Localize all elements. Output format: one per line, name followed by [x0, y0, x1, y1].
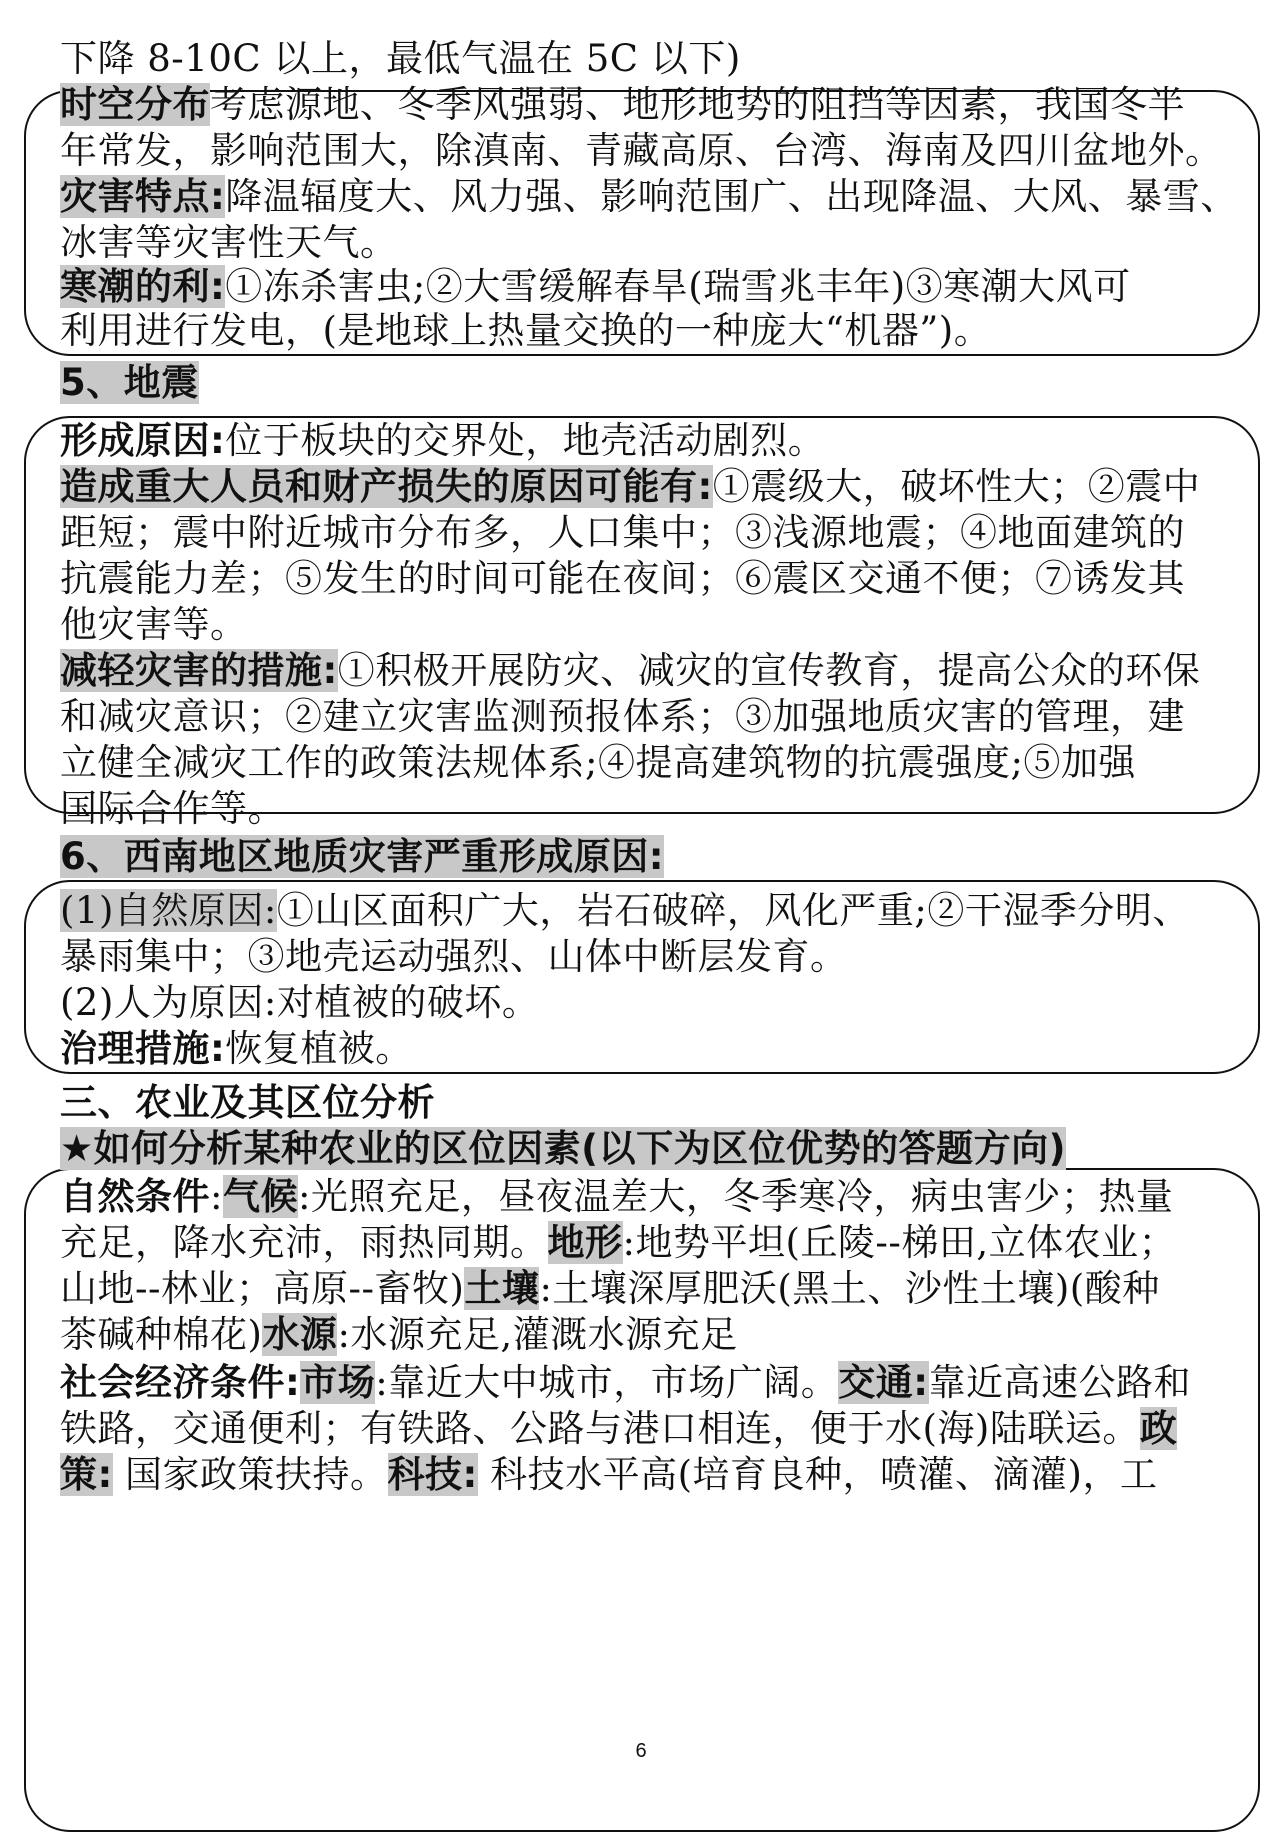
text: 国家政策扶持。: [112, 1453, 388, 1496]
text: :靠近大中城市，市场广阔。: [375, 1361, 839, 1404]
label-natural-conditions: 自然条件: [60, 1175, 210, 1218]
agriculture-subheading: [60, 1124, 1066, 1174]
quake-line-9: 国际合作等。: [60, 787, 285, 830]
agri-line-7: [60, 1450, 1158, 1500]
text: 恢复植被。: [225, 1027, 413, 1070]
quake-line-6: [60, 646, 1200, 696]
coldwave-line-6: 利用进行发电，(是地球上热量交换的一种庞大“机器”)。: [60, 309, 992, 352]
coldwave-line-5: [60, 262, 1131, 312]
agri-line-2: [60, 1218, 1176, 1268]
coldwave-line-1: [60, 80, 1185, 130]
label-distribution: 时空分布: [60, 83, 210, 126]
agri-line-6: [60, 1404, 1177, 1454]
text: ①冻杀害虫;②大雪缓解春旱(瑞雪兆丰年)③寒潮大风可: [225, 265, 1131, 308]
coldwave-line-3: [60, 172, 1238, 222]
text: 位于板块的交界处，地壳活动剧烈。: [225, 419, 826, 462]
label-natural: (1)自然原因:: [60, 889, 277, 932]
text: 铁路，交通便利；有铁路、公路与港口相连，便于水(海)陆联运。: [60, 1407, 1140, 1450]
label-policy-end: 策:: [60, 1453, 113, 1496]
label-human: (2)人为原因:: [60, 981, 277, 1024]
quake-line-8: 立健全减灾工作的政策法规体系;④提高建筑物的抗震强度;⑤加强: [60, 741, 1136, 784]
agri-line-4: [60, 1310, 738, 1360]
label-policy-start: 政: [1139, 1407, 1178, 1450]
quake-line-1: [60, 416, 825, 466]
text: :: [210, 1175, 223, 1218]
coldwave-line-2: 年常发，影响范围大，除滇南、青藏高原、台湾、海南及四川盆地外。: [60, 129, 1223, 172]
quake-line-3: 距短；震中附近城市分布多，人口集中；③浅源地震；④地面建筑的: [60, 511, 1185, 554]
label-market: 市场: [300, 1361, 376, 1404]
southwest-line-3: [60, 978, 539, 1028]
text: 考虑源地、冬季风强弱、地形地势的阻挡等因素，我国冬半: [210, 83, 1185, 126]
text: :地势平坦(丘陵--梯田,立体农业；: [622, 1221, 1177, 1264]
label-mitigation: 减轻灾害的措施:: [60, 649, 338, 692]
heading-text: 6、西南地区地质灾害严重形成原因:: [60, 835, 665, 878]
label-features: 灾害特点:: [60, 175, 226, 218]
text: 对植被的破坏。: [276, 981, 540, 1024]
label-socioeconomic: 社会经济条件:: [60, 1361, 301, 1404]
text: :光照充足，昼夜温差大，冬季寒冷，病虫害少；热量: [297, 1175, 1174, 1218]
quake-line-4: 抗震能力差；⑤发生的时间可能在夜间；⑥震区交通不便；⑦诱发其: [60, 557, 1185, 600]
agri-line-5: [60, 1358, 1191, 1408]
southwest-line-4: [60, 1024, 413, 1074]
text: 靠近高速公路和: [928, 1361, 1192, 1404]
quake-line-2: [60, 462, 1200, 512]
text: 充足，降水充沛，雨热同期。: [60, 1221, 548, 1264]
earthquake-heading: [60, 358, 199, 408]
quake-line-7: 和减灾意识；②建立灾害监测预报体系；③加强地质灾害的管理，建: [60, 695, 1185, 738]
agriculture-heading: 三、农业及其区位分析: [60, 1081, 435, 1124]
text: 茶碱种棉花): [60, 1313, 263, 1356]
text: ①震级大，破坏性大；②震中: [712, 465, 1201, 508]
heading-text: 5、地震: [60, 361, 199, 404]
coldwave-line-4: 冰害等灾害性天气。: [60, 221, 398, 264]
page-number: 6: [635, 1740, 647, 1762]
southwest-heading: [60, 832, 664, 882]
subheading-text: ★如何分析某种农业的区位因素(以下为区位优势的答题方向): [60, 1127, 1066, 1170]
label-benefits: 寒潮的利:: [60, 265, 226, 308]
southwest-line-1: [60, 886, 1190, 936]
text: 降温辐度大、风力强、影响范围广、出现降温、大风、暴雪、: [225, 175, 1238, 218]
text: ①山区面积广大，岩石破碎，风化严重;②干湿季分明、: [276, 889, 1190, 932]
quake-line-5: 他灾害等。: [60, 603, 248, 646]
label-technology: 科技:: [387, 1453, 478, 1496]
label-transport: 交通:: [838, 1361, 929, 1404]
text: ①积极开展防灾、减灾的宣传教育，提高公众的环保: [337, 649, 1201, 692]
label-treatment: 治理措施:: [60, 1027, 226, 1070]
label-water: 水源: [262, 1313, 338, 1356]
label-climate: 气候: [222, 1175, 298, 1218]
southwest-line-2: 暴雨集中；③地壳运动强烈、山体中断层发育。: [60, 935, 848, 978]
agri-line-1: [60, 1172, 1173, 1222]
continuation-line: 下降 8-10C 以上，最低气温在 5C 以下): [60, 37, 741, 80]
text: :水源充足,灌溉水源充足: [337, 1313, 738, 1356]
label-cause: 形成原因:: [60, 419, 226, 462]
label-soil: 土壤: [464, 1267, 540, 1310]
text: 山地--林业；高原--畜牧): [60, 1267, 465, 1310]
agri-line-3: [60, 1264, 1160, 1314]
label-terrain: 地形: [547, 1221, 623, 1264]
text: :土壤深厚肥沃(黑土、沙性土壤)(酸种: [539, 1267, 1160, 1310]
label-loss-reasons: 造成重大人员和财产损失的原因可能有:: [60, 465, 713, 508]
text: 科技水平高(培育良种，喷灌、滴灌)，工: [477, 1453, 1158, 1496]
